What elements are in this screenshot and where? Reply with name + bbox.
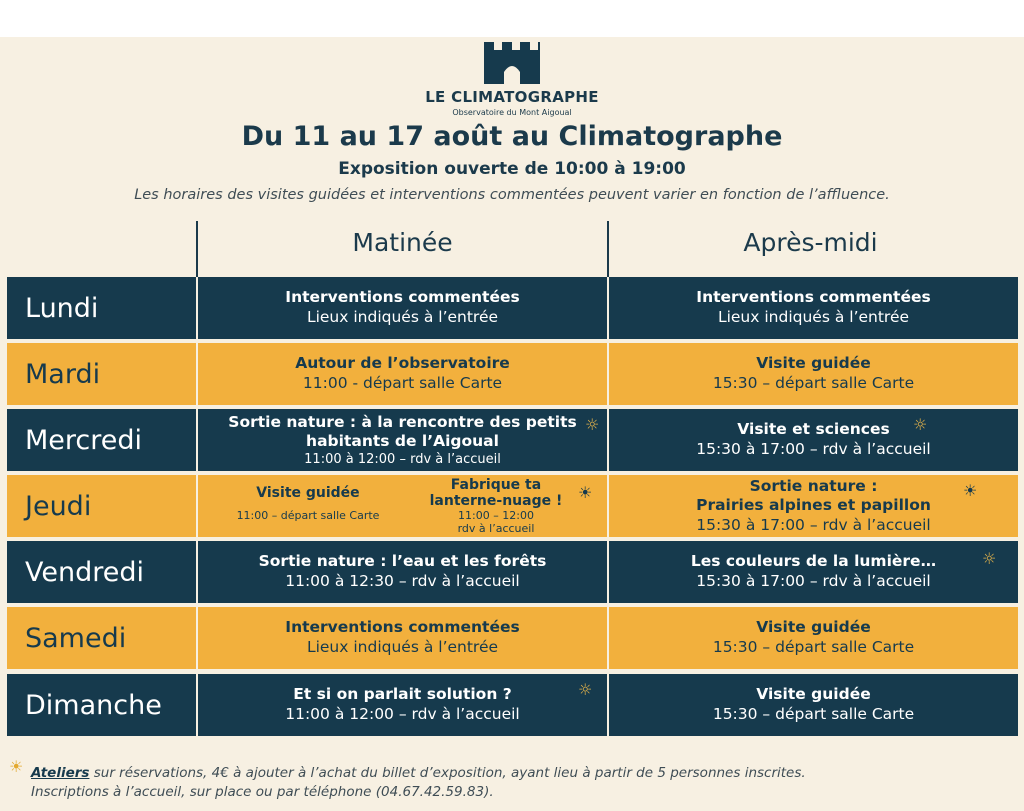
activity-title: Interventions commentées	[285, 618, 520, 636]
activity-title: Visite et sciences	[737, 420, 890, 438]
castle-logo-icon	[482, 40, 542, 84]
brand-subtitle: Observatoire du Mont Aigoual	[452, 108, 572, 117]
activity-title: Prairies alpines et papillon	[696, 495, 931, 514]
column-header-afternoon: Après-midi	[743, 228, 878, 257]
workshops-label: Ateliers	[31, 765, 90, 781]
sun-icon: ☼	[982, 549, 997, 568]
activity-detail: Lieux indiqués à l’entrée	[306, 638, 499, 656]
activity-title: Sortie nature : l’eau et les forêts	[258, 552, 547, 570]
activity-detail: 11:00 à 12:30 – rdv à l’accueil	[285, 572, 520, 590]
activity-detail: Lieux indiqués à l’entrée	[717, 308, 910, 326]
morning-cell	[198, 277, 607, 339]
activity-title: habitants de l’Aigoual	[306, 431, 499, 450]
activity-detail: 11:00 – départ salle Carte	[236, 509, 380, 522]
afternoon-cell	[609, 674, 1018, 736]
activity-title: Les couleurs de la lumière…	[690, 552, 937, 570]
schedule-note: Les horaires des visites guidées et interventions commentées peuvent varier en fonction de l’affluence.	[134, 187, 890, 203]
day-label: Jeudi	[25, 490, 92, 522]
day-label: Mercredi	[25, 424, 143, 456]
schedule-row-samedi	[7, 607, 1018, 669]
activity-detail: 15:30 – départ salle Carte	[712, 374, 915, 392]
brand-name: LE CLIMATOGRAPHE	[425, 88, 599, 106]
activity-title: Interventions commentées	[285, 288, 520, 306]
activity-detail: 11:00 à 12:00 – rdv à l’accueil	[304, 451, 501, 467]
column-header-morning: Matinée	[352, 228, 453, 257]
opening-hours: Exposition ouverte de 10:00 à 19:00	[338, 159, 686, 179]
afternoon-cell	[609, 343, 1018, 405]
day-label: Dimanche	[25, 689, 162, 721]
activity-title: Visite guidée	[256, 485, 360, 501]
day-label: Mardi	[25, 358, 101, 390]
day-label: Samedi	[25, 622, 127, 654]
activity-detail: 15:30 à 17:00 – rdv à l’accueil	[696, 515, 931, 534]
activity-title: Et si on parlait solution ?	[293, 685, 512, 703]
morning-cell	[198, 541, 607, 603]
activity-title: lanterne-nuage !	[429, 493, 563, 509]
activity-time: 11:00 – 12:00	[458, 509, 534, 522]
morning-cell	[198, 607, 607, 669]
afternoon-cell	[609, 475, 1018, 537]
activity-detail: 15:30 à 17:00 – rdv à l’accueil	[696, 572, 931, 590]
activity-detail: 15:30 à 17:00 – rdv à l’accueil	[696, 440, 931, 458]
activity-detail: 11:00 - départ salle Carte	[302, 374, 503, 392]
schedule-row-dimanche	[7, 674, 1018, 736]
afternoon-cell	[609, 277, 1018, 339]
sun-icon: ☀	[9, 757, 24, 776]
morning-cell	[198, 674, 607, 736]
morning-activity-b	[417, 477, 575, 535]
activity-detail: 15:30 – départ salle Carte	[712, 705, 915, 723]
sun-icon: ☀	[578, 483, 593, 502]
activity-title: Sortie nature :	[749, 476, 878, 495]
schedule-row-lundi	[7, 277, 1018, 339]
sun-icon: ☀	[963, 481, 978, 500]
sun-icon: ☼	[585, 415, 600, 434]
activity-detail: rdv à l’accueil	[457, 522, 535, 535]
activity-detail: Lieux indiqués à l’entrée	[306, 308, 499, 326]
page-title: Du 11 au 17 août au Climatographe	[241, 121, 783, 152]
afternoon-cell	[609, 409, 1018, 471]
schedule-row-vendredi	[7, 541, 1018, 603]
schedule-row-mercredi	[7, 409, 1018, 471]
footer-registration: Inscriptions à l’accueil, sur place ou par téléphone (04.67.42.59.83).	[31, 784, 494, 800]
sun-icon: ☼	[913, 415, 928, 434]
activity-title: Sortie nature : à la rencontre des petits	[228, 412, 577, 431]
activity-title: Visite guidée	[756, 354, 871, 372]
day-label: Vendredi	[25, 556, 144, 588]
sun-icon: ☼	[578, 680, 593, 699]
morning-activity-a	[208, 485, 408, 522]
morning-cell	[198, 409, 607, 471]
workshops-text: sur réservations, 4€ à ajouter à l’achat du billet d’exposition, ayant lieu à partir de 5 personnes inscrites.	[89, 765, 806, 781]
activity-title: Visite guidée	[756, 685, 871, 703]
top-band	[0, 0, 1024, 37]
activity-title: Autour de l’observatoire	[295, 354, 510, 372]
afternoon-cell	[609, 541, 1018, 603]
activity-title: Fabrique ta	[450, 477, 542, 493]
afternoon-cell	[609, 607, 1018, 669]
schedule-row-mardi	[7, 343, 1018, 405]
schedule-row-jeudi	[7, 475, 1018, 537]
activity-detail: 15:30 – départ salle Carte	[712, 638, 915, 656]
activity-title: Interventions commentées	[696, 288, 931, 306]
activity-title: Visite guidée	[756, 618, 871, 636]
activity-detail: 11:00 à 12:00 – rdv à l’accueil	[285, 705, 520, 723]
morning-cell	[198, 343, 607, 405]
footer-workshops	[31, 765, 806, 781]
day-label: Lundi	[25, 292, 99, 324]
